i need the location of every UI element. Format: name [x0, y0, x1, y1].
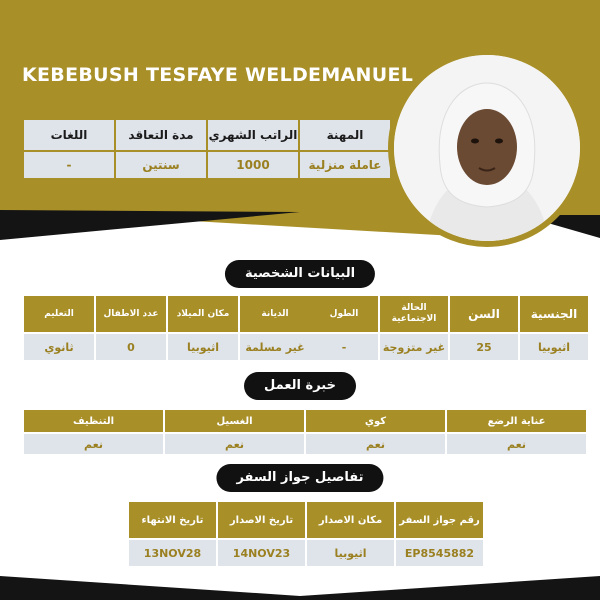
personal-header: مكان الميلاد — [168, 296, 238, 332]
passport-header: تاريخ الانتهاء — [129, 502, 216, 538]
personal-value: - — [310, 334, 378, 360]
experience-value: نعم — [306, 434, 445, 454]
personal-header: الديانة — [240, 296, 310, 332]
personal-header: الجنسية — [520, 296, 588, 332]
personal-value: غير مسلمة — [240, 334, 310, 360]
personal-header-row — [24, 296, 310, 332]
passport-value-row — [129, 540, 483, 566]
passport-table — [127, 500, 485, 568]
candidate-name: KEBEBUSH TESFAYE WELDEMANUEL — [22, 64, 414, 86]
experience-header: كوي — [306, 410, 445, 432]
experience-value-row — [24, 434, 586, 454]
personal-table-left — [308, 294, 590, 362]
experience-value: نعم — [447, 434, 586, 454]
passport-value: اثيوبيا — [307, 540, 394, 566]
job-value-row — [24, 152, 390, 178]
passport-value: 14NOV23 — [218, 540, 305, 566]
job-value: - — [24, 152, 114, 178]
job-header: اللغات — [24, 120, 114, 150]
personal-value: 25 — [450, 334, 518, 360]
section-title-passport: تفاصيل جواز السفر — [216, 464, 383, 492]
personal-value-row — [24, 334, 310, 360]
experience-value: نعم — [165, 434, 304, 454]
passport-value: EP8545882 — [396, 540, 483, 566]
profile-photo — [388, 49, 586, 247]
experience-header-row — [24, 410, 586, 432]
personal-value: اثيوبيا — [168, 334, 238, 360]
personal-header: الطول — [310, 296, 378, 332]
personal-table-right — [22, 294, 312, 362]
personal-header: السن — [450, 296, 518, 332]
experience-value: نعم — [24, 434, 163, 454]
job-info-table — [22, 118, 392, 180]
job-value: سنتين — [116, 152, 206, 178]
job-header: المهنة — [300, 120, 390, 150]
section-title-personal: البيانات الشخصية — [225, 260, 375, 288]
passport-header-row — [129, 502, 483, 538]
job-header: مدة التعاقد — [116, 120, 206, 150]
person-photo-icon — [394, 55, 580, 241]
personal-header: عدد الاطفال — [96, 296, 166, 332]
experience-table — [22, 408, 588, 456]
personal-value: غير متزوجة — [380, 334, 448, 360]
personal-value: اثيوبيا — [520, 334, 588, 360]
personal-value-row — [310, 334, 588, 360]
job-value: عاملة منزلية — [300, 152, 390, 178]
personal-value: ثانوي — [24, 334, 94, 360]
passport-header: مكان الاصدار — [307, 502, 394, 538]
experience-header: التنظيف — [24, 410, 163, 432]
passport-header: رقم جواز السفر — [396, 502, 483, 538]
job-header-row — [24, 120, 390, 150]
job-header: الراتب الشهري — [208, 120, 298, 150]
job-value: 1000 — [208, 152, 298, 178]
personal-header: التعليم — [24, 296, 94, 332]
section-title-experience: خبرة العمل — [244, 372, 356, 400]
experience-header: الغسيل — [165, 410, 304, 432]
passport-header: تاريخ الاصدار — [218, 502, 305, 538]
personal-header-row — [310, 296, 588, 332]
personal-header: الحالة الاجتماعية — [380, 296, 448, 332]
experience-header: عناية الرضع — [447, 410, 586, 432]
passport-value: 13NOV28 — [129, 540, 216, 566]
personal-value: 0 — [96, 334, 166, 360]
